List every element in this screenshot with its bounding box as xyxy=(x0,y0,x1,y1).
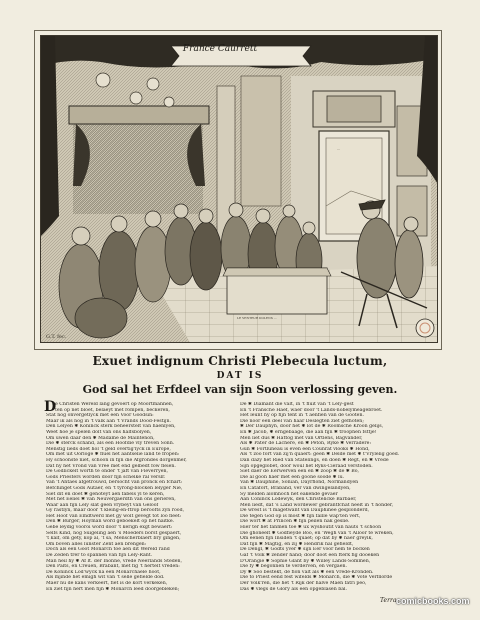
poem-line: De Dengl, ✱ Godts yver ✱ sijn Eer voor hem te bocken xyxy=(240,547,370,553)
poem-line: Selfs Kind, nog Suigeling aen 's Moeders borst gespaert, xyxy=(46,530,182,536)
poem-line: Man heil hy ✱ Af lt. der Inonne, vrede Neerlands Steden, xyxy=(46,558,183,564)
poem-line: Siet daer de Eerwerven een en ✱ zoop ✱ de ✱ Bo, xyxy=(240,469,360,475)
seated-figure xyxy=(75,298,127,338)
poem-line: Weet hoe je spelen dolt van ons halfsbolyen, xyxy=(46,429,152,435)
poem-left-column xyxy=(44,399,242,592)
poem-line: Dat fijn ✱ Magtig, en zij ✱ Hendrik hal gefieldt, xyxy=(240,541,354,547)
poem-line: Van 't Antaes afgetrouwd, bersocht van pronck en fchart: xyxy=(46,480,183,486)
poem-line: Die noor een deel van haar Deslegten ziet gefhoten; xyxy=(240,418,364,424)
poem-line: Gods Priesters worden door fijn schelke ral verslr. xyxy=(46,474,166,480)
poem-line: De ✱ Diamant die valt, in 't fluit van 't Lely-gest xyxy=(240,402,354,407)
poem-line: De Godlickelt worth te onder 't jaft van Fleverryen, xyxy=(46,469,168,475)
poem-line: Om met uit Oorloge ✱ fluel het aantselie land te fropen: xyxy=(46,452,180,458)
poem-line: En ziet fijn hert men fijn ✱ Monarch leed doorgebleken; xyxy=(46,586,180,592)
poem-line: Die ✱ sterck schand, als een Hoofdie vly treven Sonn. xyxy=(46,441,175,447)
poem-line: ten op net bloet, belaeyt met rompen, beckeren, xyxy=(55,407,170,413)
poem-line: En Catafort, Braband, ver van dwingelandyen, xyxy=(240,485,351,491)
poem-line: Maer nu de kans verkeert, fiet is de kort verkeken, xyxy=(46,581,168,586)
poem-line: Het Hoof van Emdtwerd met gy wolt gevegt tot loo fleet: xyxy=(46,513,182,519)
poem-line: Van ✱ Dauphine, Sonian, Dayrflond, Normandyen xyxy=(240,480,359,486)
poem-line: Der Volk'ren, die het 't Rijk der halve Maen fatri peo, xyxy=(240,581,367,586)
poem-line: De wrest is 't magetwant van Dauphinee gesplonderd, xyxy=(240,508,370,514)
poem-line: Gun ✱ Fortluneau is even een Counrat vlooks ✱ Hond, xyxy=(240,446,370,452)
poem-line: D'Orangie ✱ Sophie Glant by ✱ Willey Lands-Sommen, xyxy=(240,558,371,564)
poem-line: Maar ik als nog in 't valk aan 't Vrands Dood-Festijn. xyxy=(46,418,172,424)
poem-line: Befchinget Gods Autaer, en 't tyrong-blocken lelyger Nie, xyxy=(46,485,183,491)
poem-line: Men liet dus ✱ Hattog met van Ortlens, Bagvander, xyxy=(240,435,363,441)
poem-line: Dat hy het Vrond van Vree met end gelbedt fow fleien. xyxy=(46,463,176,469)
datis-heading: DAT IS xyxy=(216,371,264,381)
poem-line: ✱ Der Dauphyn, door het ✱ lot de ✱ Roomsche Kroon gelijs, xyxy=(240,424,384,430)
engraving-illustration xyxy=(40,35,438,343)
poem-line: Men liedt, dat 's Land wordewer gebrantfchat heelt in 't honder, xyxy=(240,502,394,508)
cherub-right xyxy=(147,78,159,90)
poem-line: Dy ✱ Soo bestekt, de fion valt als ✱ een Vrede-Kronden. xyxy=(240,569,374,575)
poem-line: Als mjinde het emigh wit van 't selle gefielde dod. xyxy=(46,575,165,581)
poem-line: Hy schoonste niet, schoon in fijn die Afgrondes dorgenmer, xyxy=(46,457,187,463)
engraver-signature: G.T. fec. xyxy=(46,334,67,340)
poem-line: De Koninck Lod'wyck na een Monarchaele hoot, xyxy=(46,569,161,575)
poem-line: Die fy ✱ begonnen te verderven, en vergaen. xyxy=(240,564,348,570)
poem-line: Sy melden alomnoch het eakende gevaer xyxy=(240,491,338,497)
poem-line: e Christen Wereld lang gevoert op Moortmannen, xyxy=(55,402,174,407)
poem-line: Den Lelyen ✱ Koninck sterk beheerstelt van haenlyen, xyxy=(46,424,176,430)
mantelpiece xyxy=(69,106,209,124)
poem-line: Die al goon haer met een goone soode ✱ lu. xyxy=(240,474,345,480)
poem-dropcap: D xyxy=(44,399,57,415)
poem-line: Stat nog onvergetlyck met een Voor Goodsin: xyxy=(46,413,154,419)
poem-line: Om uwen daar den ✱ Madame de Maintenon, xyxy=(46,435,155,441)
cherub-left xyxy=(96,73,110,87)
poem-line: Aan Coninck Lodewyk, den Christelicke Barbaer, xyxy=(240,497,357,503)
poem-line: Das ✱ vlegs de Glory als een opgeblasen bal. xyxy=(240,586,348,592)
poem-line: Die ghoneelt ✱ Godfieyde Boo, en 'Wegh van 't Alloor te wreken, xyxy=(240,530,394,536)
dutch-title: God sal het Erfdeel van sijn Soon verlossing geven. xyxy=(82,383,398,396)
poem-line: 't kalf, om gety, kop al, 't sa, Menscherblaert bry gingen, xyxy=(46,536,181,542)
poem-line: Gy rastlyn, maar door 't kleing-en-ftrop beroofts zyn rood, xyxy=(46,508,185,514)
table-inscription: LE VENTEUR DOLENS ... xyxy=(237,316,277,320)
poem-line: Den ✱ Burger, Hoyman word geboekelt op het haitke. xyxy=(46,519,175,525)
poem-line: Om eenen fijn Insiden 't quaet; op dat by ✱ naer greylk, xyxy=(240,536,373,542)
poem-line: Als ✱ Pater de Lachere, en ✱ Peton, Ryke ✱ Verradere: xyxy=(240,441,372,447)
poem-line: Die tegen God op is most ✱ fijn fallle wap'ten vert, xyxy=(240,513,361,519)
catchword: Terra xyxy=(380,597,397,604)
poem-line: Doch als een Goot Monarch toe aen dit Wereld rand xyxy=(46,547,170,553)
poem-line: Het leunt hy op fijn tent in 't aenfien van de Gooten. xyxy=(240,413,364,419)
site-watermark: comicbooks.com xyxy=(396,596,470,606)
poem-right-column xyxy=(240,402,436,592)
poem-line: Dan dazy het Ried van Statelings, en doen ✱ Regt, en ✱ Vrede xyxy=(240,457,389,463)
poem-line: Die to Priest eend fest wifelds ✱ Monarch, die ✱ Vote Verfllorde xyxy=(240,575,393,581)
poem-line: Waar aan fijn Lely slat geen vrybeyt van Geloof xyxy=(46,502,159,508)
engraving-scene xyxy=(41,36,438,343)
collector-stamp xyxy=(416,319,434,337)
poem-line: De Zeden trer to spannen van fijn Lely-Rant. xyxy=(46,553,153,559)
poem-line: Hier ter het fanmen toe ✱ ux wyshoutit van hauts 't schoon xyxy=(240,525,382,531)
poem-line: Siet dit en doet ✱ gehoteyt aen fabels yl te keren, xyxy=(46,491,165,497)
poem-line: En ✱ Jacob, ✱ erngebaage, die aan fijn ✱ troophen fsttje! xyxy=(240,429,377,435)
latin-title: Exuet indignum Christi Plebecula luctum, xyxy=(92,354,388,368)
poem-line: Den Palts, en Creuen, Brabant, met fig 't hertelt vreden: xyxy=(46,564,180,570)
poem-line: Menstig lieds doet hol 't geld overtig'lyck in Europe, xyxy=(46,446,171,452)
poem-line: Gaf 't Volk ✱ zender hand; door doot een fterk fig dooeken xyxy=(240,553,380,559)
engraving-banner-text: France Caurrett xyxy=(182,44,258,54)
poem-line: Sijn opgeglobet, door woul het Ryks-Cieraad verstoden. xyxy=(240,463,373,469)
poem-line: Die wort ✱ at Princen ✱ fijn peilen nak geslie. xyxy=(240,519,350,525)
poem-line: Om boven alles lunster Zent aen brengen: xyxy=(46,541,147,547)
poem-line: Met het Eeliel ✱ van Neuvergaerdth van ons gerieren, xyxy=(46,497,176,503)
poem-line: En 't Fransche Haef, waer door 't Lands-nobelymeagebroet. xyxy=(240,407,383,413)
poem-line: Gebe leydig vooroi word door 't kerigh exgt bewaert: xyxy=(46,525,173,531)
poem-line: Als 't zoo fort van zij'n quaert: geen ✱ Delde met ✱ t'Vrylelig goed. xyxy=(240,452,400,458)
svg-text:...: ... xyxy=(337,147,341,151)
